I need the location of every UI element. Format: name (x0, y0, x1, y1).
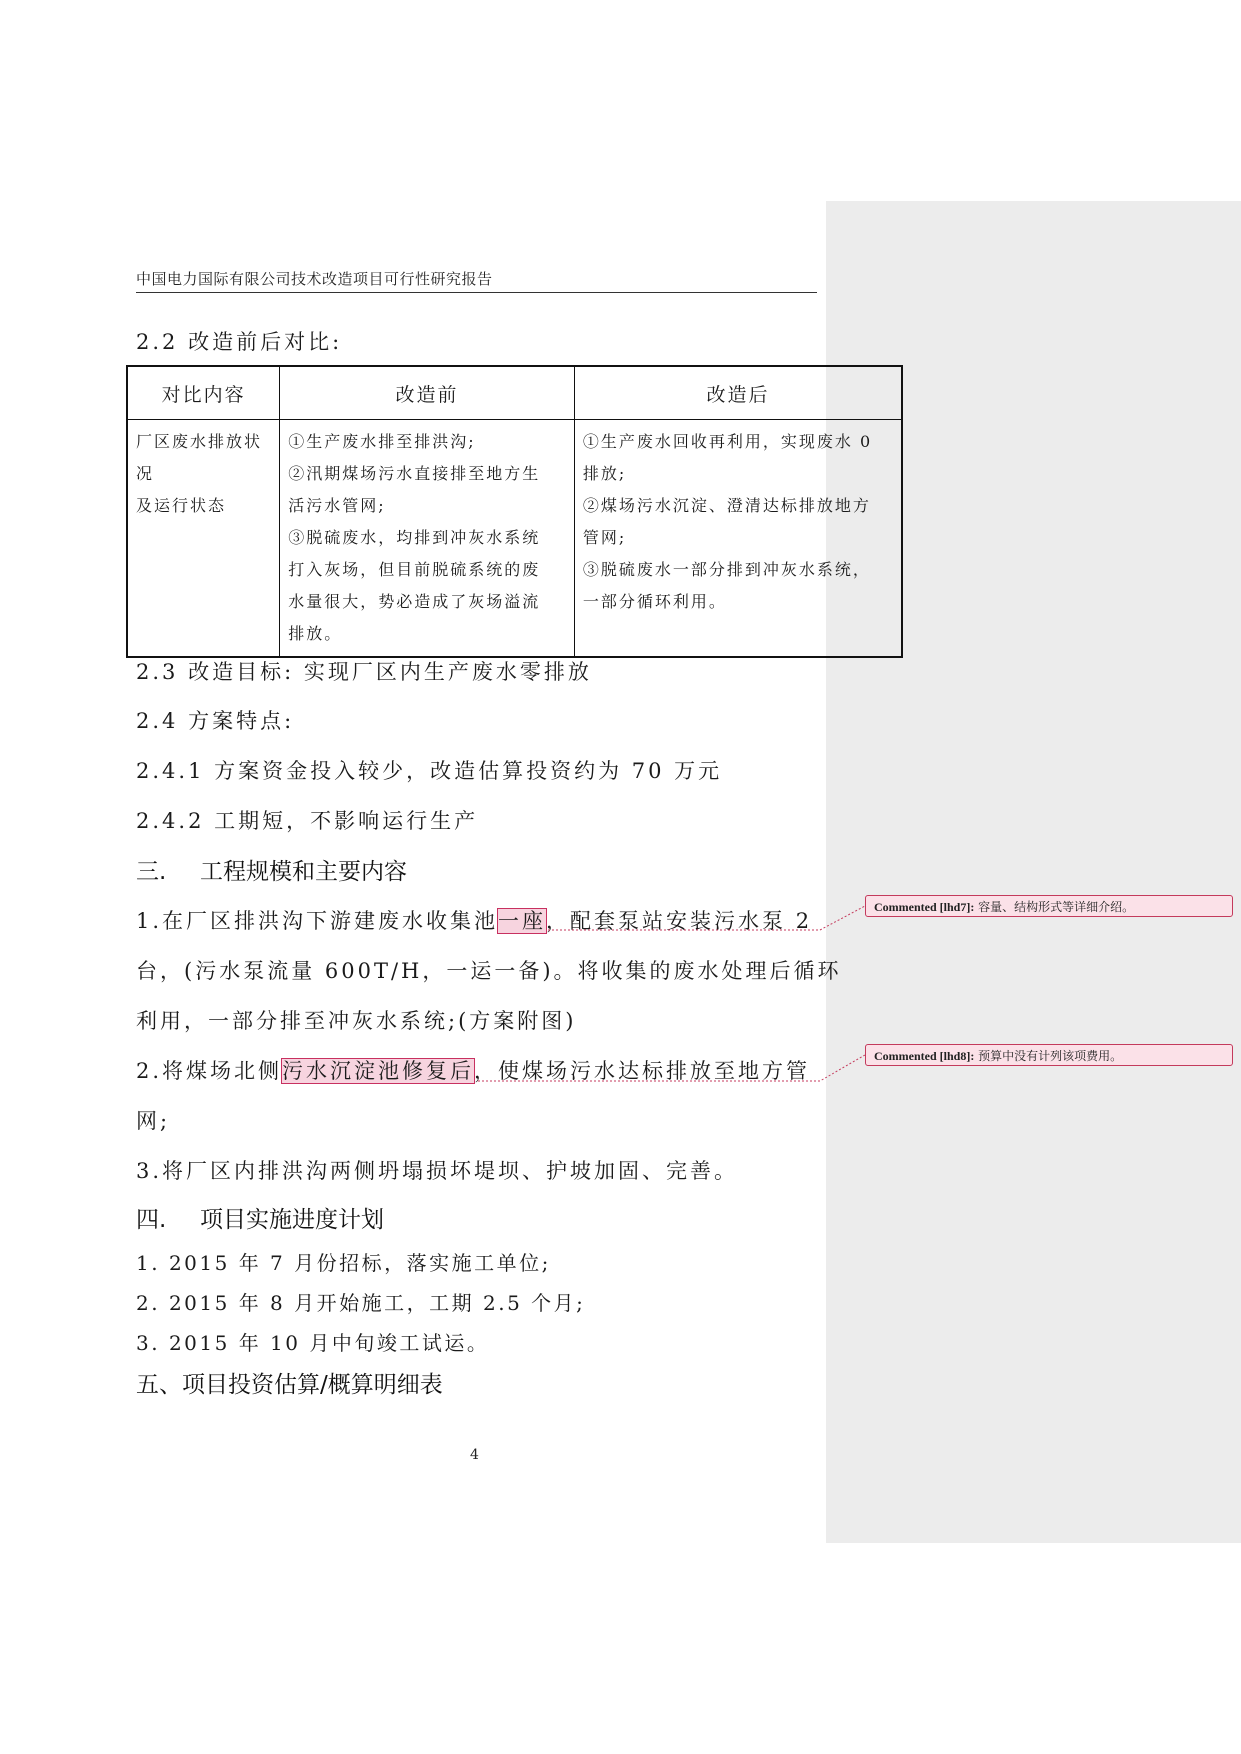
cell-line: 水量很大，势必造成了灰场溢流 (288, 592, 541, 611)
section-2-4-1: 2.4.1 方案资金投入较少，改造估算投资约为 70 万元 (136, 759, 723, 783)
comment-author: Commented [lhd8]: (874, 1049, 975, 1063)
section-number: 四. (136, 1207, 167, 1233)
cell-line: 厂区废水排放状况 (136, 432, 263, 483)
item-2-line-1 (136, 1055, 810, 1085)
table-header: 改造后 (574, 366, 902, 420)
text-run: 2.将煤场北侧 (136, 1059, 283, 1083)
comment-text: 容量、结构形式等详细介绍。 (978, 900, 1135, 914)
comparison-table (126, 365, 903, 658)
cell-line: ①生产废水回收再利用，实现废水 0 (582, 432, 873, 451)
text-run: ，使煤场污水达标排放至地方管 (474, 1059, 811, 1083)
section-3-heading (136, 853, 407, 886)
comment-bubble-lhd8[interactable] (865, 1044, 1233, 1066)
item-1-line-2: 台，(污水泵流量 600T/H，一运一备)。将收集的废水处理后循环 (136, 959, 842, 983)
section-number: 三. (136, 859, 167, 885)
cell-line: ③脱硫废水一部分排到冲灰水系统， (582, 560, 871, 579)
cell-line: 及运行状态 (136, 496, 227, 515)
text-run: ，配套泵站安装污水泵 2 (546, 909, 813, 933)
schedule-item: 1. 2015 年 7 月份招标，落实施工单位; (136, 1251, 551, 1275)
schedule-item: 3. 2015 年 10 月中旬竣工试运。 (136, 1331, 490, 1355)
section-2-4: 2.4 方案特点: (136, 709, 295, 733)
item-2-line-2: 网; (136, 1109, 171, 1133)
table-row (127, 420, 902, 658)
section-title: 项目实施进度计划 (200, 1207, 384, 1233)
text-run: 1.在厂区排洪沟下游建废水收集池 (136, 909, 499, 933)
page-number: 4 (470, 1447, 479, 1463)
table-cell-after (574, 420, 902, 658)
section-4-heading (136, 1201, 384, 1234)
section-2-3: 2.3 改造目标: 实现厂区内生产废水零排放 (136, 660, 592, 684)
item-3: 3.将厂区内排洪沟两侧坍塌损坏堤坝、护坡加固、完善。 (136, 1159, 739, 1183)
cell-line: ②汛期煤场污水直接排至地方生 (288, 464, 541, 483)
section-title: 工程规模和主要内容 (200, 859, 407, 885)
table-header: 对比内容 (127, 366, 280, 420)
comment-highlight-lhd7[interactable]: 一座 (498, 909, 547, 933)
cell-line: ③脱硫废水，均排到冲灰水系统 (288, 528, 541, 547)
cell-line: 一部分循环利用。 (582, 592, 727, 611)
section-5-heading: 五、项目投资估算/概算明细表 (136, 1372, 443, 1398)
cell-line: ②煤场污水沉淀、澄清达标排放地方 (582, 496, 871, 515)
cell-line: 活污水管网; (288, 496, 386, 515)
section-2-2-title: 2.2 改造前后对比: (136, 330, 343, 354)
page-header: 中国电力国际有限公司技术改造项目可行性研究报告 (136, 268, 817, 293)
item-1-line-3: 利用，一部分排至冲灰水系统;(方案附图) (136, 1009, 577, 1033)
table-cell-before (280, 420, 575, 658)
item-1-line-1 (136, 905, 812, 935)
cell-line: 排放; (582, 464, 627, 483)
table-header: 改造前 (280, 366, 575, 420)
table-cell-item (127, 420, 280, 658)
cell-line: ①生产废水排至排洪沟; (288, 432, 476, 451)
comment-bubble-lhd7[interactable] (865, 895, 1233, 917)
cell-line: 排放。 (288, 624, 343, 643)
cell-line: 打入灰场，但目前脱硫系统的废 (288, 560, 541, 579)
schedule-item: 2. 2015 年 8 月开始施工，工期 2.5 个月; (136, 1291, 586, 1315)
comment-text: 预算中没有计列该项费用。 (978, 1049, 1123, 1063)
table-header-row (127, 366, 902, 420)
cell-line: 管网; (582, 528, 627, 547)
comment-author: Commented [lhd7]: (874, 900, 975, 914)
comment-highlight-lhd8[interactable]: 污水沉淀池修复后 (282, 1059, 475, 1083)
section-2-4-2: 2.4.2 工期短，不影响运行生产 (136, 809, 479, 833)
